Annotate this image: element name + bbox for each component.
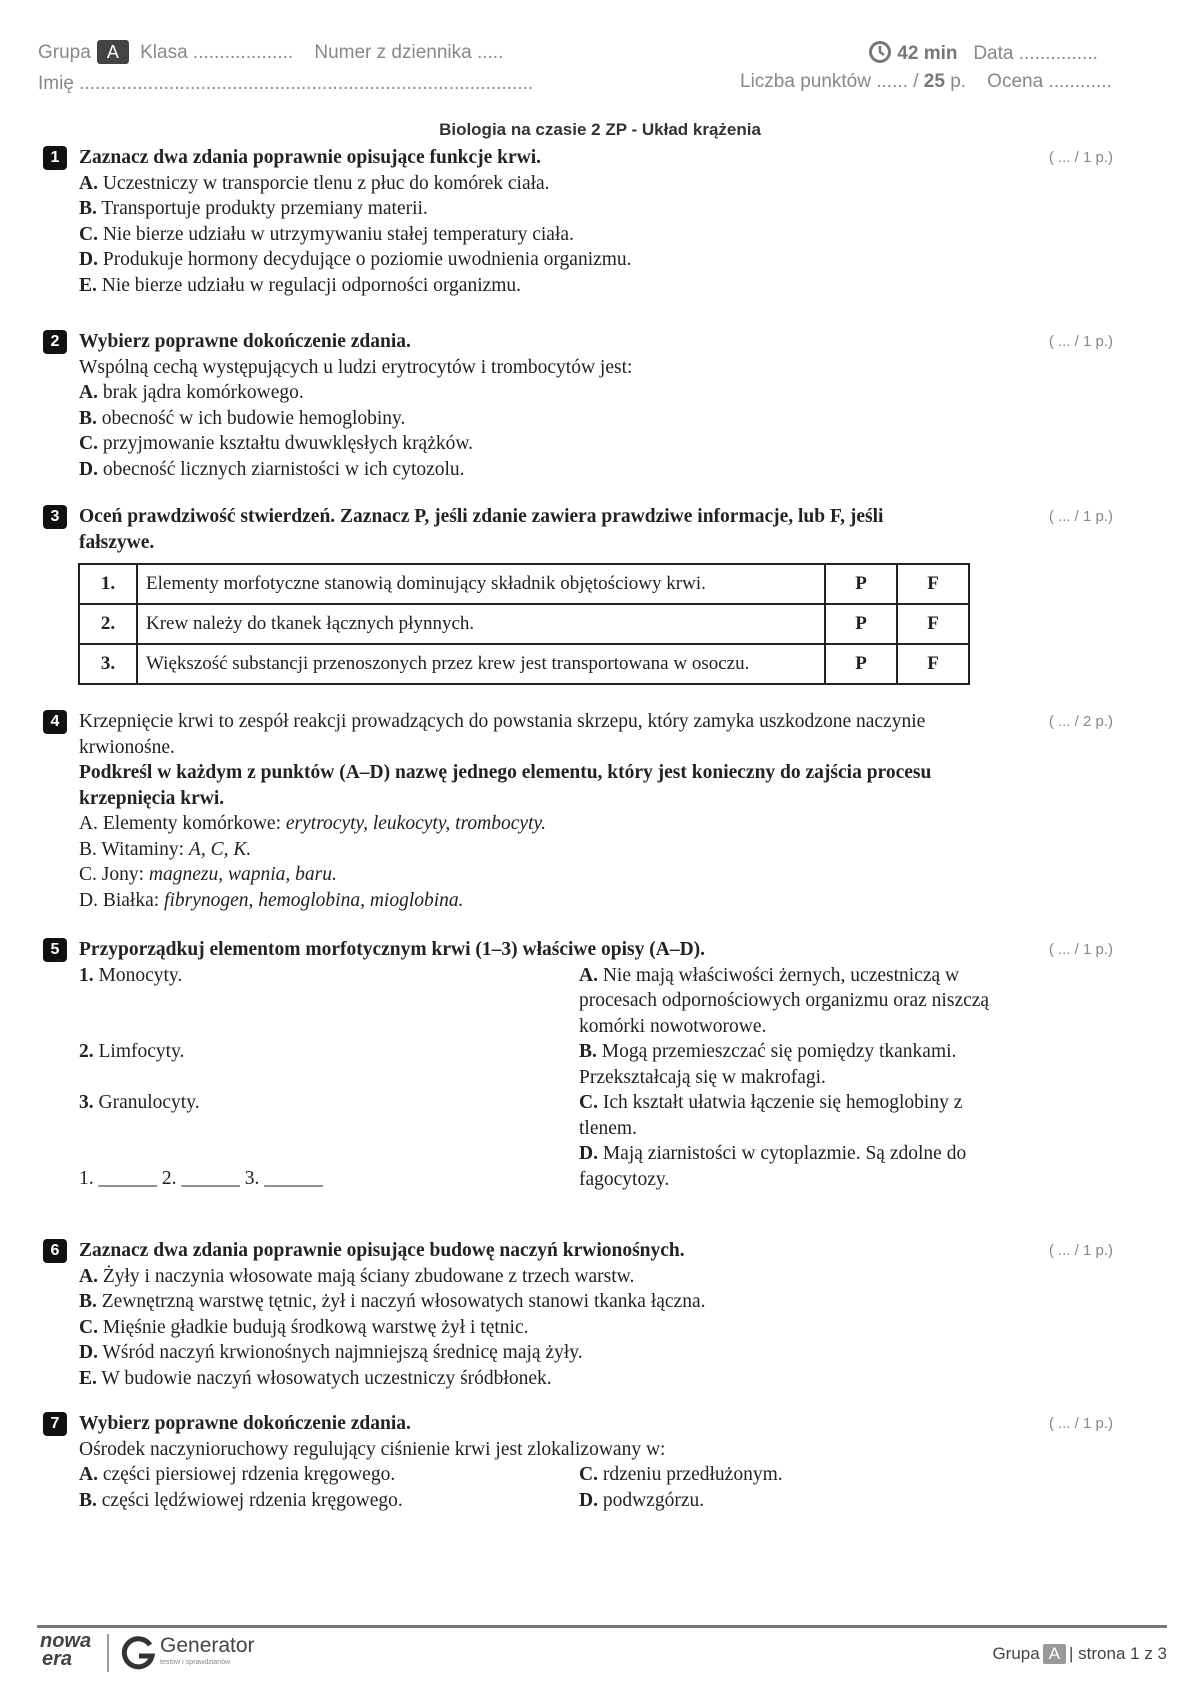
option[interactable]: A. brak jądra komórkowego. [79, 382, 304, 403]
task-question: Oceń prawdziwość stwierdzeń. Zaznacz P, jeśli zdanie zawiera prawdziwe informacje, lub F, jeśli [79, 506, 884, 527]
underline-item[interactable]: D. Białka: fibrynogen, hemoglobina, mioglobina. [79, 889, 464, 911]
task-question: Zaznacz dwa zdania poprawnie opisujące budowę naczyń krwionośnych. [79, 1240, 685, 1261]
match-left-column: 1. Monocyty. 2. Limfocyty. 3. Granulocyty. [79, 964, 200, 1113]
task-points: ( ... / 1 p.) [1048, 149, 1113, 166]
task-points: ( ... / 1 p.) [1048, 333, 1113, 350]
table-row: 3. Większość substancji przenoszonych przez krew jest transportowana w osoczu. P F [79, 644, 969, 684]
task-question: Przyporządkuj elementom morfotycznym krwi (1–3) właściwe opisy (A–D). [79, 939, 706, 960]
ocena-field: Ocena ............ [987, 71, 1112, 92]
option[interactable]: B. Zewnętrzną warstwę tętnic, żył i naczyń włosowatych stanowi tkanka łączna. [79, 1291, 706, 1312]
underline-item[interactable]: B. Witaminy: A, C, K. [79, 838, 252, 860]
option[interactable]: C. Mięśnie gładkie budują środkową warstwę żył i tętnic. [79, 1316, 529, 1338]
false-option[interactable]: F [897, 604, 969, 644]
option[interactable]: C. przyjmowanie kształtu dwuwklęsłych krążków. [79, 433, 474, 454]
task-question-cont: krzepnięcia krwi. [79, 787, 225, 809]
option[interactable]: A. Uczestniczy w transporcie tlenu z płuc do komórek ciała. [79, 172, 550, 194]
false-option[interactable]: F [897, 644, 969, 684]
task-points: ( ... / 1 p.) [1048, 1415, 1113, 1432]
task-stem: Ośrodek naczynioruchowy regulujący ciśnienie krwi jest zlokalizowany w: [79, 1438, 666, 1460]
page-number: | strona 1 z 3 [1069, 1644, 1167, 1663]
task-3 [43, 504, 1113, 685]
task-question: Podkreśl w każdym z punktów (A–D) nazwę jednego elementu, który jest konieczny do zajścia procesu [79, 762, 932, 783]
task-number: 6 [43, 1239, 67, 1263]
task-1 [43, 145, 1113, 298]
task-stem: Wspólną cechą występujących u ludzi erytrocytów i trombocytów jest: [79, 356, 633, 378]
liczba-punktow-label: Liczba punktów ...... / [740, 71, 919, 92]
data-field: Data ............... [973, 43, 1098, 64]
option[interactable]: B. obecność w ich budowie hemoglobiny. [79, 407, 406, 429]
matching-columns [79, 963, 1083, 1193]
table-row: 1. Elementy morfotyczne stanowią dominujący składnik objętościowy krwi. P F [79, 564, 969, 604]
option[interactable]: B. części lędźwiowej rdzenia kręgowego. [79, 1489, 403, 1511]
imie-field: Imię ...................................................................................... [38, 73, 534, 94]
task-2 [43, 329, 1113, 482]
option[interactable]: E. Nie bierze udziału w regulacji odporności organizmu. [79, 274, 522, 296]
time-limit: 42 min [897, 43, 958, 64]
answer-blanks[interactable]: 1. ______ 2. ______ 3. ______ [79, 1168, 323, 1189]
true-option[interactable]: P [825, 564, 897, 604]
task-number: 5 [43, 938, 67, 962]
true-option[interactable]: P [825, 644, 897, 684]
option[interactable]: B. Transportuje produkty przemiany materii. [79, 198, 428, 219]
option[interactable]: D. Wśród naczyń krwionośnych najmniejszą średnicę mają żyły. [79, 1342, 583, 1363]
option[interactable]: C. rdzeniu przedłużonym. [579, 1464, 783, 1485]
grupa-label: Grupa [38, 42, 91, 63]
header-time-date [868, 40, 1098, 65]
option[interactable]: A. części piersiowej rdzenia kręgowego. [79, 1464, 396, 1485]
option[interactable]: D. obecność licznych ziarnistości w ich cytozolu. [79, 458, 465, 480]
task-points: ( ... / 1 p.) [1048, 1242, 1113, 1259]
option[interactable]: D. podwzgórzu. [579, 1489, 705, 1511]
footer-page-info: Grupa A | strona 1 z 3 [992, 1644, 1167, 1663]
task-points: ( ... / 2 p.) [1048, 713, 1113, 730]
false-option[interactable]: F [897, 564, 969, 604]
underline-item[interactable]: A. Elementy komórkowe: erytrocyty, leukocyty, trombocyty. [79, 813, 546, 834]
task-intro-cont: krwionośne. [79, 736, 175, 758]
underline-item[interactable]: C. Jony: magnezu, wapnia, baru. [79, 864, 337, 885]
true-option[interactable]: P [825, 604, 897, 644]
option[interactable]: C. Nie bierze udziału w utrzymywaniu stałej temperatury ciała. [79, 223, 574, 245]
page-title: Biologia na czasie 2 ZP - Układ krążenia [439, 120, 761, 139]
task-points: ( ... / 1 p.) [1048, 508, 1113, 525]
logo-separator [107, 1634, 109, 1672]
task-number: 3 [43, 505, 67, 529]
header-group-class-number [38, 40, 503, 64]
clock-icon [868, 40, 892, 64]
task-question: Zaznacz dwa zdania poprawnie opisujące funkcje krwi. [79, 147, 542, 168]
task-number: 7 [43, 1412, 67, 1436]
task-number: 2 [43, 330, 67, 354]
task-6 [43, 1238, 1113, 1391]
option[interactable]: E. W budowie naczyń włosowatych uczestniczy śródbłonek. [79, 1367, 552, 1389]
klasa-field: Klasa ................... [140, 42, 294, 63]
task-number: 4 [43, 710, 67, 734]
task-number: 1 [43, 146, 67, 170]
task-question: Wybierz poprawne dokończenie zdania. [79, 331, 411, 352]
footer-grupa-badge: A [1043, 1644, 1066, 1664]
option[interactable]: A. Żyły i naczynia włosowate mają ściany zbudowane z trzech warstw. [79, 1265, 635, 1287]
header-points-grade [740, 71, 1112, 93]
generator-g-icon [120, 1636, 156, 1672]
footer-divider [37, 1625, 1167, 1628]
task-5 [43, 937, 1113, 1192]
max-points: 25 [923, 71, 945, 92]
task-points: ( ... / 1 p.) [1048, 941, 1113, 958]
nowa-era-logo: nowa era [40, 1630, 92, 1670]
match-right-column: A. Nie mają właściwości żernych, uczestniczą w procesach odpornościowych organizmu oraz niszczą komórki nowotworowe. B. Mogą przemieszczać się pomiędzy tkankami. Przekształcają się w makrofagi. C. Ich kształt ułatwia łączenie się hemoglobiny z tlenem. D. Mają ziarnistości w cytoplazmie. Są zdolne do fagocytozy. [579, 964, 990, 1190]
points-unit: p. [950, 71, 967, 92]
table-row: 2. Krew należy do tkanek łącznych płynnych. P F [79, 604, 969, 644]
true-false-table [78, 563, 970, 685]
option[interactable]: D. Produkuje hormony decydujące o poziomie uwodnienia organizmu. [79, 249, 632, 270]
numer-field: Numer z dziennika ..... [314, 42, 504, 63]
task-question: Wybierz poprawne dokończenie zdania. [79, 1413, 411, 1434]
task-question-cont: fałszywe. [79, 531, 155, 553]
grupa-badge: A [97, 40, 129, 64]
task-4 [43, 709, 1113, 913]
task-7 [43, 1411, 1113, 1513]
task-intro: Krzepnięcie krwi to zespół reakcji prowadzących do powstania skrzepu, który zamyka uszkodzone naczynie [79, 711, 926, 732]
